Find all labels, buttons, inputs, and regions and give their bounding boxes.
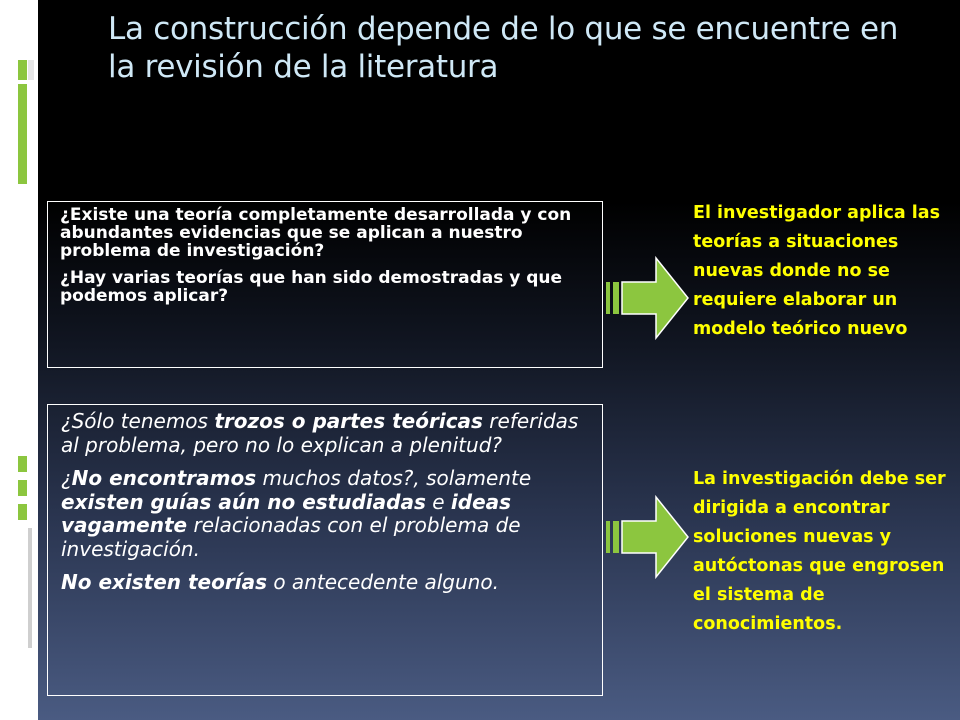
slide-title: La construcción depende de lo que se encuentre en la revisión de la literatura bbox=[108, 11, 899, 85]
decorative-bar bbox=[18, 84, 27, 184]
result-new-solutions: La investigación debe ser dirigida a encontrar soluciones nuevas y autóctonas que engrosen el sistema de conocimientos. bbox=[693, 469, 946, 634]
question-complete-theory: ¿Existe una teoría completamente desarrollada y con abundantes evidencias que se aplican a nuestro problema de investigación? bbox=[60, 205, 572, 261]
decorative-bar bbox=[18, 480, 27, 496]
right-arrow-icon bbox=[606, 256, 690, 340]
right-arrow-icon bbox=[606, 495, 690, 579]
decorative-bar bbox=[18, 60, 27, 80]
result-apply-theories: El investigador aplica las teorías a situaciones nuevas donde no se requiere elaborar un modelo teórico nuevo bbox=[693, 203, 940, 339]
question-few-data: ¿No encontramos muchos datos?, solamente existen guías aún no estudiadas e ideas vagamente relacionadas con el problema de investigación. bbox=[61, 466, 532, 561]
existing-theories-box bbox=[47, 201, 603, 368]
question-partial-theories: ¿Sólo tenemos trozos o partes teóricas referidas al problema, pero no lo explican a plenitud? bbox=[61, 409, 579, 457]
partial-theories-box bbox=[47, 404, 603, 696]
statement-no-theories: No existen teorías o antecedente alguno. bbox=[61, 570, 499, 594]
decorative-bar bbox=[18, 456, 27, 472]
question-several-theories: ¿Hay varias teorías que han sido demostradas y que podemos aplicar? bbox=[60, 268, 563, 306]
decorative-bar bbox=[28, 528, 32, 648]
decorative-bar bbox=[18, 504, 27, 520]
decorative-bar bbox=[28, 60, 34, 80]
